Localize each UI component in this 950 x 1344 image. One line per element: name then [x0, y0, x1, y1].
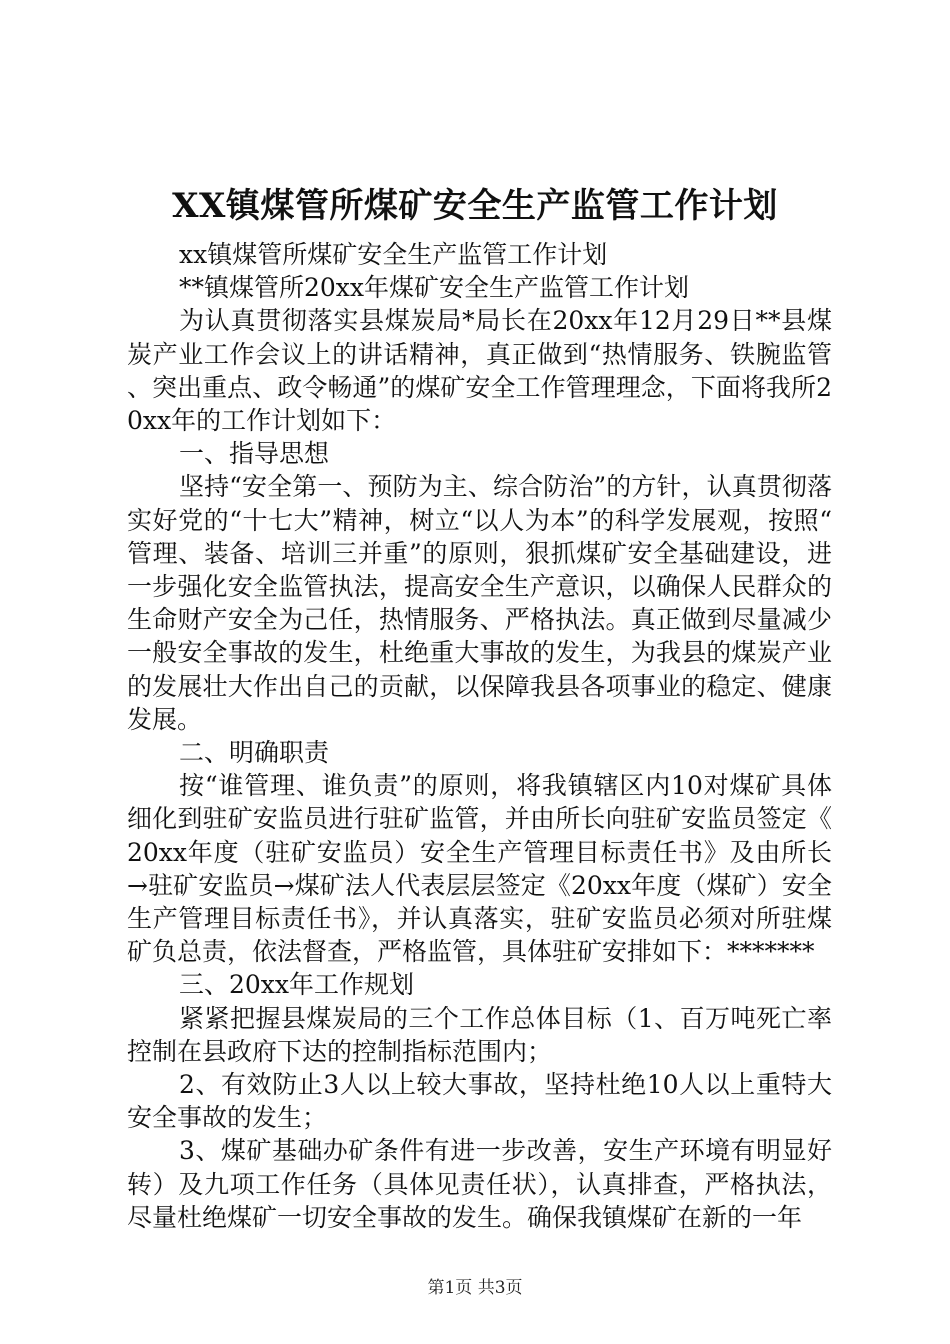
paragraph-intro: 为认真贯彻落实县煤炭局*局长在20xx年12月29日**县煤炭产业工作会议上的讲话精神，真正做到“热情服务、铁腕监管、突出重点、政令畅通”的煤矿安全工作管理理念，下面将我所20xx年的工作计划如下：	[127, 306, 832, 436]
section-heading-guiding-thought: 一、指导思想	[179, 439, 330, 469]
paragraph-work-plan-goal-2: 2、有效防止3人以上较大事故，坚持杜绝10人以上重特大安全事故的发生；	[127, 1070, 832, 1133]
paragraph-responsibilities: 按“谁管理、谁负责”的原则，将我镇辖区内10对煤矿具体细化到驻矿安监员进行驻矿监管，并由所长向驻矿安监员签定《20xx年度（驻矿安监员）安全生产管理目标责任书》及由所长→驻矿安监员→煤矿法人代表层层签定《20xx年度（煤矿）安全生产管理目标责任书》，并认真落实，驻矿安监员必须对所驻煤矿负总责，依法督查，严格监管，具体驻矿安排如下：*******	[127, 771, 832, 967]
page-footer: 第1页 共3页	[427, 1278, 523, 1298]
section-heading-work-plan: 三、20xx年工作规划	[179, 970, 415, 1000]
document-title: XX镇煤管所煤矿安全生产监管工作计划	[172, 186, 778, 226]
document-body	[127, 238, 832, 1234]
paragraph-subtitle: xx镇煤管所煤矿安全生产监管工作计划	[179, 240, 608, 269]
section-heading-responsibilities: 二、明确职责	[179, 738, 330, 768]
paragraph-work-plan-goal-1: 紧紧把握县煤炭局的三个工作总体目标（1、百万吨死亡率控制在县政府下达的控制指标范围内；	[127, 1003, 832, 1066]
paragraph-plan-title: **镇煤管所20xx年煤矿安全生产监管工作计划	[179, 273, 690, 303]
paragraph-guiding-thought: 坚持“安全第一、预防为主、综合防治”的方针，认真贯彻落实好党的“十七大”精神，树立“以人为本”的科学发展观，按照“管理、装备、培训三并重”的原则，狠抓煤矿安全基础建设，进一步强化安全监管执法，提高安全生产意识，以确保人民群众的生命财产安全为己任，热情服务、严格执法。真正做到尽量减少一般安全事故的发生，杜绝重大事故的发生，为我县的煤炭产业的发展壮大作出自己的贡献，以保障我县各项事业的稳定、健康发展。	[127, 472, 832, 734]
paragraph-work-plan-goal-3: 3、煤矿基础办矿条件有进一步改善，安生产环境有明显好转）及九项工作任务（具体见责任状），认真排查，严格执法，尽量杜绝煤矿一切安全事故的发生。确保我镇煤矿在新的一年	[127, 1136, 832, 1232]
